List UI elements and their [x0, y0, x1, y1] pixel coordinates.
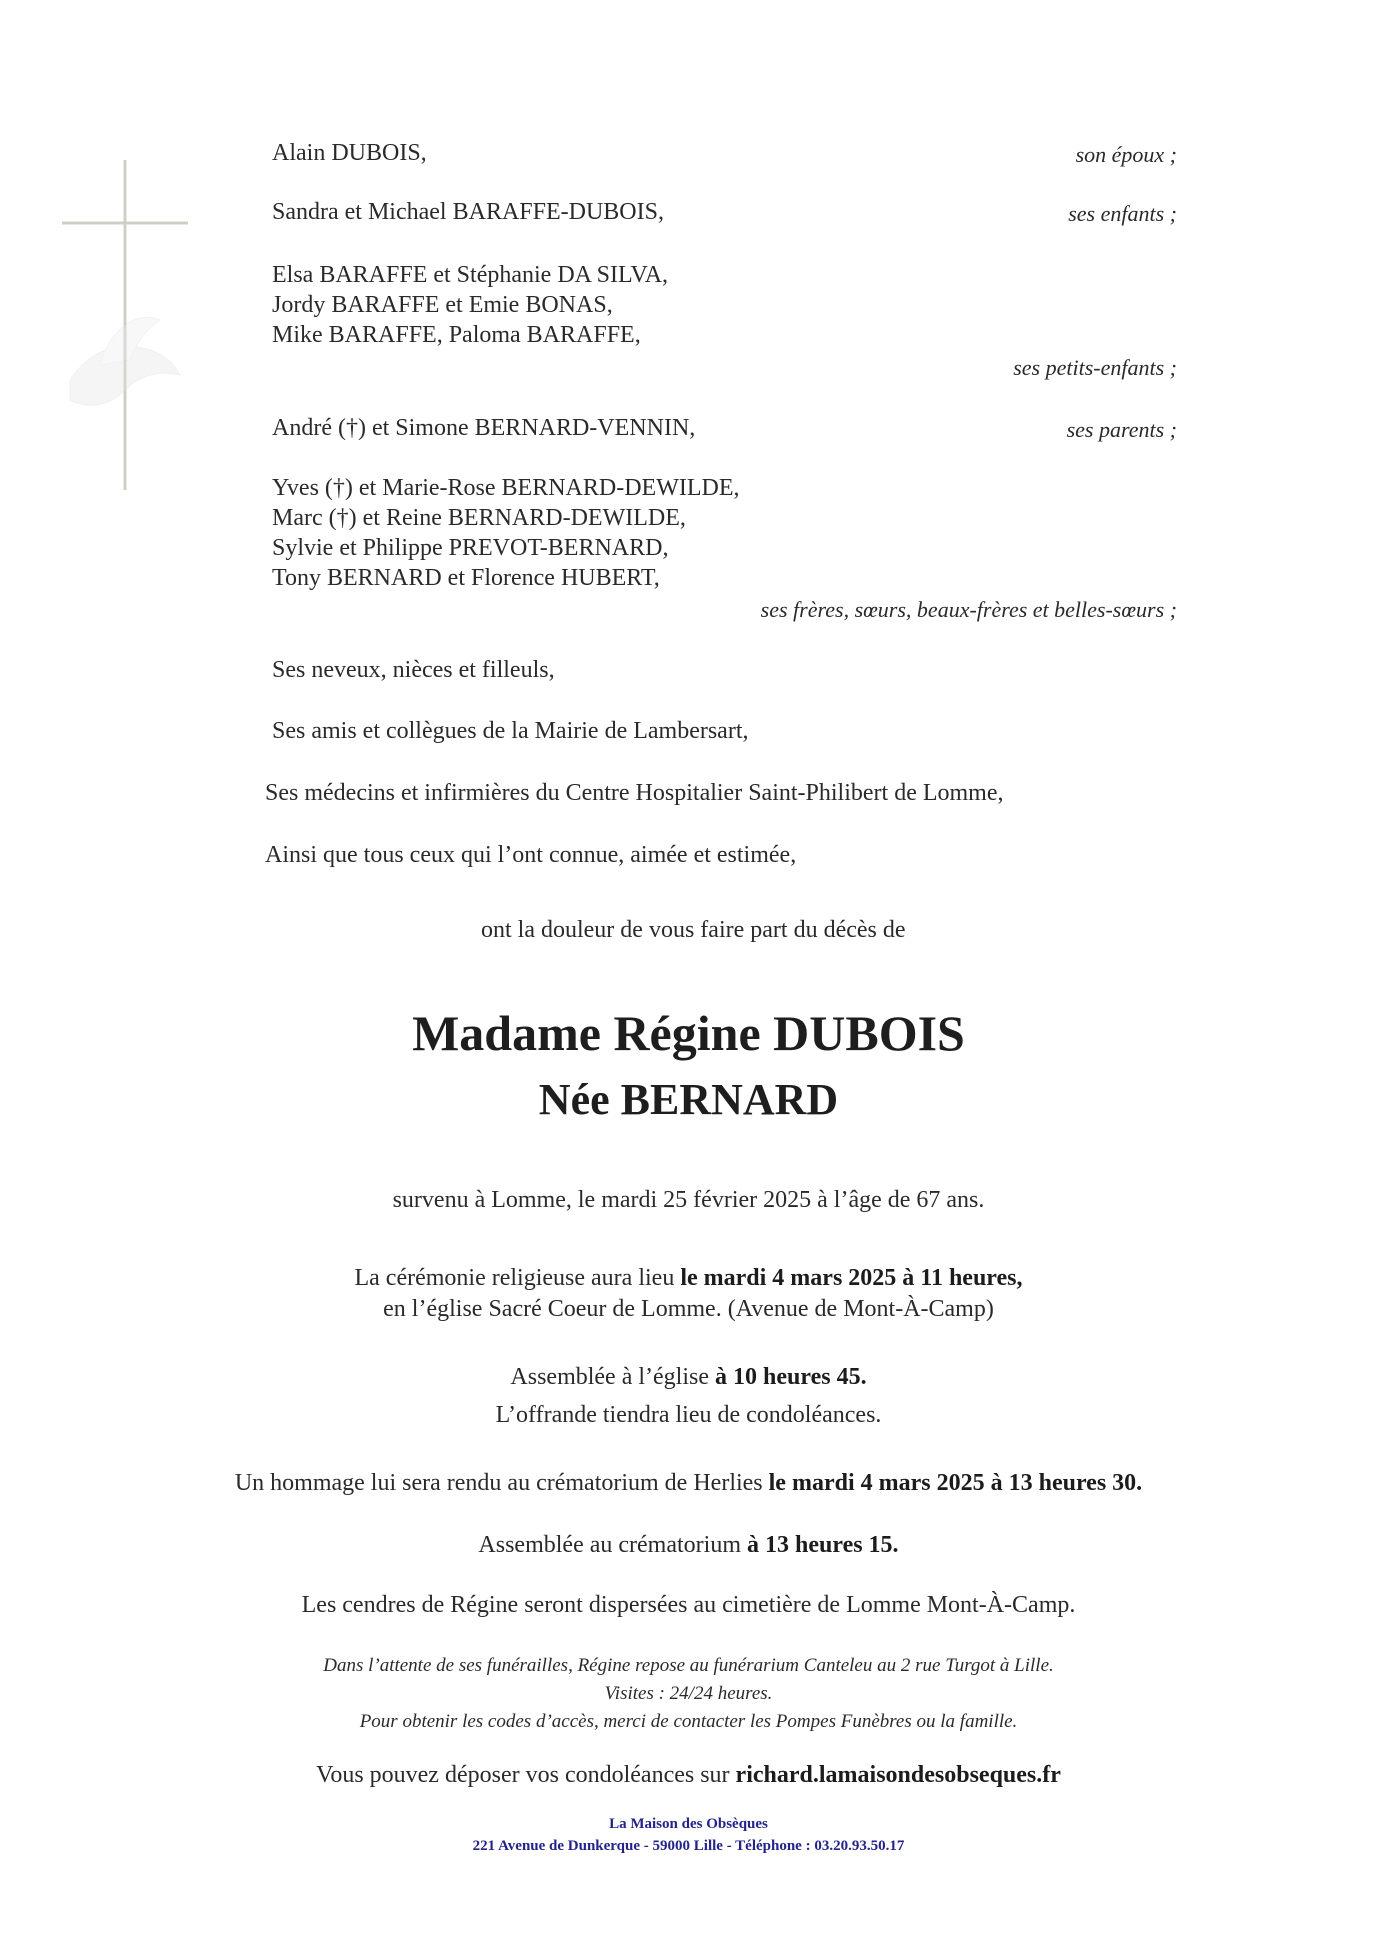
ceremony-line-2: en l’église Sacré Coeur de Lomme. (Avenue de Mont-À-Camp) [383, 1296, 994, 1322]
condolences-link[interactable]: richard.lamaisondesobseques.fr [735, 1762, 1061, 1788]
cross-with-dove-icon [40, 150, 190, 510]
family-line: Sandra et Michael BARAFFE-DUBOIS, [272, 199, 664, 225]
assembly-church [0, 1362, 1377, 1392]
relation-label: ses petits-enfants ; [1013, 355, 1177, 380]
deceased-name: Madame Régine DUBOIS [412, 1005, 965, 1061]
ceremony-line-1 [0, 1263, 1377, 1293]
assembly-church-text: Assemblée à l’église [510, 1364, 716, 1390]
family-line: Alain DUBOIS, [272, 140, 427, 166]
assembly-crematorium [0, 1530, 1377, 1560]
associate-line: Ainsi que tous ceux qui l’ont connue, aimée et estimée, [265, 842, 797, 868]
family-line: Yves (†) et Marie-Rose BERNARD-DEWILDE, [272, 475, 740, 501]
family-line: Sylvie et Philippe PREVOT-BERNARD, [272, 535, 669, 561]
crematorium-text: Un hommage lui sera rendu au crématorium de Herlies [234, 1470, 769, 1496]
ceremony-datetime: le mardi 4 mars 2025 à 11 heures, [680, 1265, 1023, 1291]
assembly-crematorium-time: à 13 heures 15. [747, 1532, 899, 1558]
condolences-text: Vous pouvez déposer vos condoléances sur [316, 1762, 736, 1788]
ashes-info: Les cendres de Régine seront dispersées au cimetière de Lomme Mont-À-Camp. [301, 1592, 1076, 1618]
relation-label: ses enfants ; [1068, 201, 1177, 226]
associate-line: Ses médecins et infirmières du Centre Hospitalier Saint-Philibert de Lomme, [265, 780, 1004, 806]
footer-company: La Maison des Obsèques [609, 1816, 768, 1832]
crematorium-datetime: le mardi 4 mars 2025 à 13 heures 30. [768, 1470, 1143, 1496]
deceased-maiden-name: Née BERNARD [538, 1075, 839, 1124]
condolences-line [0, 1760, 1377, 1790]
footer-address: 221 Avenue de Dunkerque - 59000 Lille - Téléphone : 03.20.93.50.17 [472, 1838, 905, 1854]
announcement: ont la douleur de vous faire part du décès de [481, 917, 906, 943]
funeral-home-line: Dans l’attente de ses funérailles, Régine repose au funérarium Canteleu au 2 rue Turgot à Lille. [323, 1655, 1054, 1676]
family-line: Elsa BARAFFE et Stéphanie DA SILVA, [272, 262, 669, 288]
relation-label: ses parents ; [1066, 417, 1177, 442]
family-line: André (†) et Simone BERNARD-VENNIN, [272, 415, 696, 441]
funeral-home-line: Visites : 24/24 heures. [604, 1683, 773, 1704]
family-line: Marc (†) et Reine BERNARD-DEWILDE, [272, 505, 686, 531]
offering: L’offrande tiendra lieu de condoléances. [495, 1402, 882, 1428]
funeral-home-line: Pour obtenir les codes d’accès, merci de contacter les Pompes Funèbres ou la famille. [359, 1711, 1018, 1732]
assembly-crematorium-text: Assemblée au crématorium [478, 1532, 747, 1558]
relation-label: ses frères, sœurs, beaux-frères et belles-sœurs ; [760, 597, 1177, 622]
associate-line: Ses neveux, nièces et filleuls, [272, 657, 555, 683]
ceremony-text: La cérémonie religieuse aura lieu [354, 1265, 681, 1291]
associate-line: Ses amis et collègues de la Mairie de Lambersart, [272, 718, 749, 744]
family-line: Jordy BARAFFE et Emie BONAS, [272, 292, 613, 318]
crematorium-tribute [0, 1468, 1377, 1498]
family-line: Mike BARAFFE, Paloma BARAFFE, [272, 322, 641, 348]
assembly-church-time: à 10 heures 45. [715, 1364, 867, 1390]
relation-label: son époux ; [1075, 142, 1177, 167]
death-info: survenu à Lomme, le mardi 25 février 2025 à l’âge de 67 ans. [392, 1187, 985, 1213]
family-line: Tony BERNARD et Florence HUBERT, [272, 565, 660, 591]
